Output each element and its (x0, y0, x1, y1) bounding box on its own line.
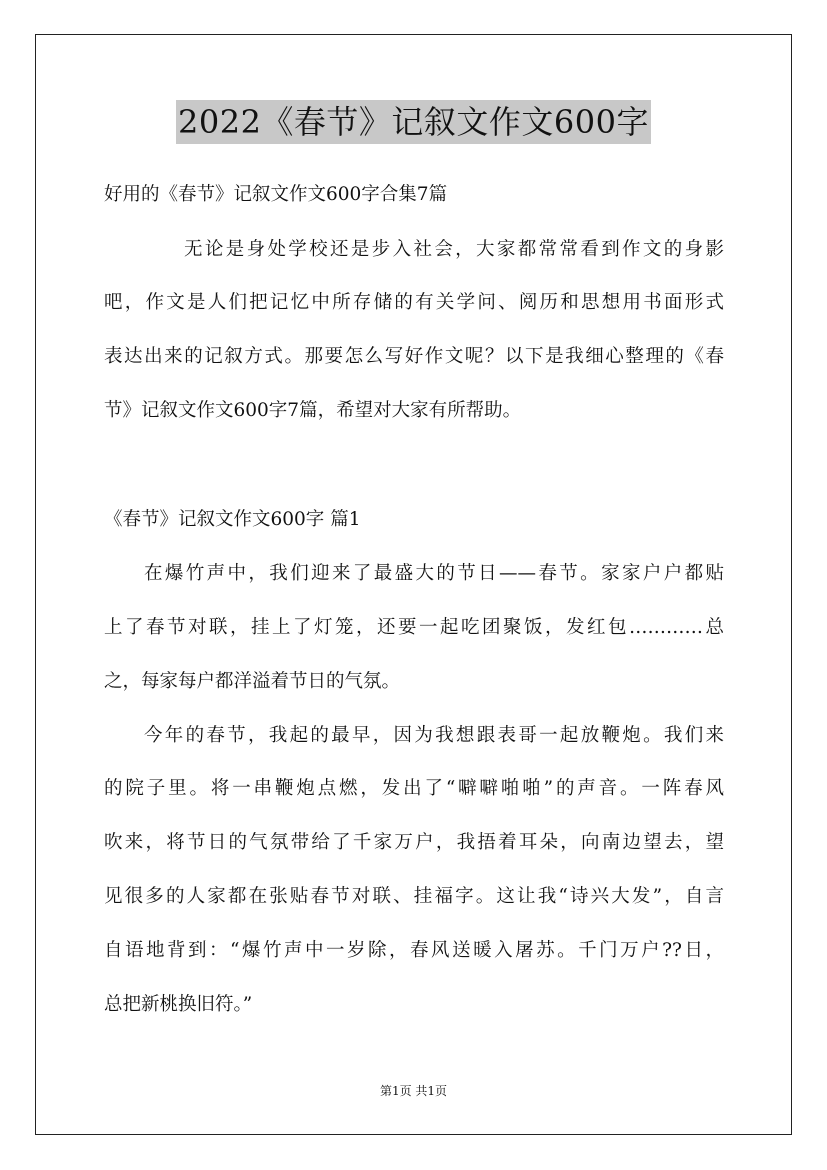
paragraph2-line-2: 的院子里。将一串鞭炮点燃，发出了“噼噼啪啪”的声音。一阵春风 (104, 778, 724, 799)
intro-line-1: 无论是身处学校还是步入社会，大家都常常看到作文的身影 (184, 239, 724, 260)
paragraph2-line-3: 吹来，将节日的气氛带给了千家万户，我捂着耳朵，向南边望去，望 (104, 832, 724, 853)
intro-line-2: 吧，作文是人们把记忆中所存储的有关学问、阅历和思想用书面形式 (104, 292, 724, 313)
intro-line-3: 表达出来的记叙方式。那要怎么写好作文呢？以下是我细心整理的《春 (104, 346, 724, 367)
paragraph1-line-2: 上了春节对联，挂上了灯笼，还要一起吃团聚饭，发红包…………总 (104, 617, 724, 638)
paragraph1-line-3: 之，每家每户都洋溢着节日的气氛。 (104, 671, 401, 692)
paragraph2-line-1: 今年的春节，我起的最早，因为我想跟表哥一起放鞭炮。我们来 (144, 725, 724, 746)
paragraph2-line-6: 总把新桃换旧符。” (104, 994, 253, 1015)
document-subtitle: 好用的《春节》记叙文作文600字合集7篇 (104, 184, 448, 205)
section-heading: 《春节》记叙文作文600字 篇1 (104, 509, 361, 530)
paragraph1-line-1: 在爆竹声中，我们迎来了最盛大的节日——春节。家家户户都贴 (144, 563, 724, 584)
document-title: 2022《春节》记叙文作文600字 (176, 100, 651, 144)
title-container (0, 100, 827, 144)
page-footer: 第1页 共1页 (379, 1084, 448, 1098)
paragraph2-line-4: 见很多的人家都在张贴春节对联、挂福字。这让我“诗兴大发”，自言 (104, 886, 724, 907)
paragraph2-line-5: 自语地背到：“爆竹声中一岁除，春风送暖入屠苏。千门万户??日， (104, 940, 724, 961)
intro-line-4: 节》记叙文作文600字7篇，希望对大家有所帮助。 (104, 400, 522, 421)
